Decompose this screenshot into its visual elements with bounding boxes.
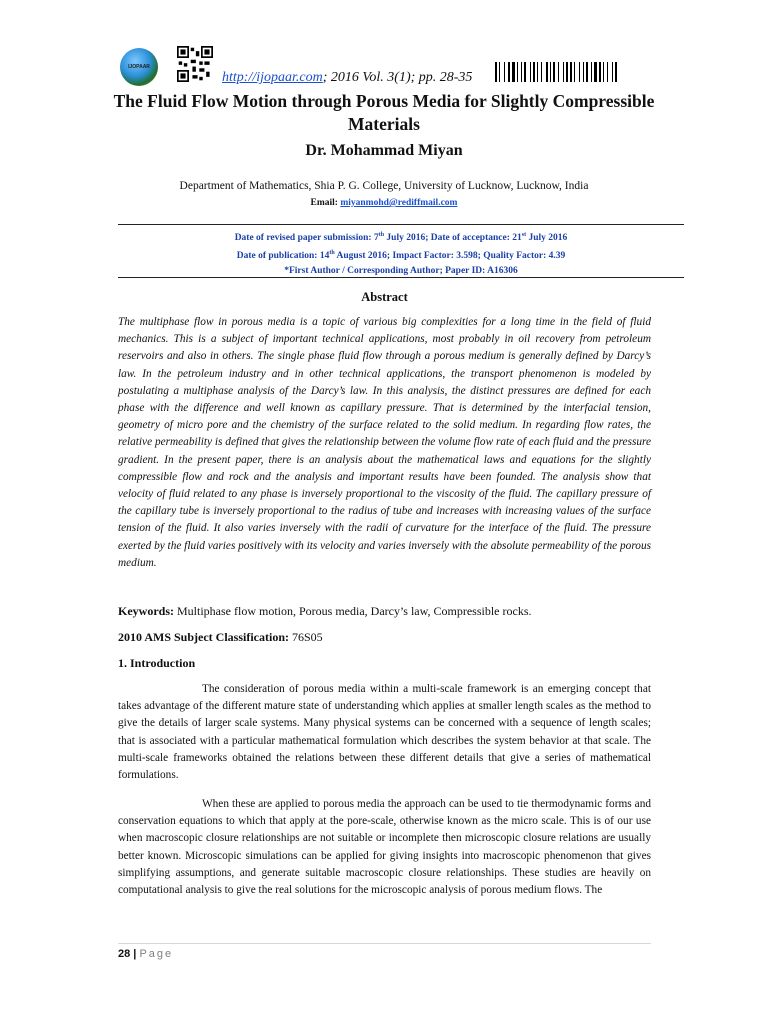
abstract-text: The multiphase flow in porous media is a topic of various big complexities for a long time in the field of fluid mechanics. This is a subject of important technical applications, most probably in oil recovery from petroleum reservoirs and also in others. The single phase fluid flow through a porous medium is generally defined by Darcy’s law. In the petroleum industry and in other technical applications, the transport phenomenon is modeled by postulating a multiphase analysis of the Darcy’s law. In this analysis, the distinct pressures are defined for each phase with the difference and well known as capillary pressure. That is determined by the interfacial tension, geometry of micro pore and the chemistry of the surface related to the solid medium. In regarding flow rates, the relative permeability is defined that gives the relationship between the volume flow rate of each fluid and the pressure gradient. In the present paper, there is an analysis about the mathematical laws and equations for the slightly compressible flow and rock and the analysis and important results have been founded. The analysis show that velocity of fluid related to any phase is inversely proportional to the viscosity of the fluid. The capillary pressure of the capillary tube is inversely proportional to the radius of tube and increases with increasing values of the surface tension of the fluid. It also varies inversely with the radii of curvature for the interface of the fluid. The pressure exerted by the fluid varies positively with its velocity and varies inversely with the absolute permeability of the porous medium. [118, 316, 651, 569]
author-email [80, 198, 688, 208]
author-affiliation: Department of Mathematics, Shia P. G. College, University of Lucknow, Lucknow, India [179, 180, 589, 192]
email-link[interactable]: miyanmohd@rediffmail.com [340, 198, 458, 208]
publication-dates [118, 228, 684, 279]
dates-line-1: Date of revised paper submission: 7th July 2016; Date of acceptance: 21st July 2016 [234, 232, 568, 244]
journal-volume-info: ; 2016 Vol. 3(1); pp. 28-35 [322, 70, 473, 85]
footer-separator: | [130, 948, 140, 960]
author-name: Dr. Mohammad Miyan [305, 142, 463, 159]
footer-divider [118, 943, 651, 944]
dates-line-2: Date of publication: 14th August 2016; Impact Factor: 3.598; Quality Factor: 4.39 [236, 250, 566, 262]
keywords [118, 604, 678, 619]
journal-link[interactable]: http://ijopaar.com [222, 70, 323, 85]
ams-code: 76S05 [289, 630, 323, 644]
journal-logo-text: IJOPAAR [128, 64, 150, 70]
paper-title: The Fluid Flow Motion through Porous Media for Slightly Compressible Materials [113, 91, 655, 134]
ams-classification [118, 630, 678, 645]
journal-citation [222, 70, 472, 86]
barcode-icon [495, 62, 645, 88]
bottom-divider [118, 277, 684, 278]
section-heading-introduction: 1. Introduction [118, 656, 196, 670]
abstract-heading: Abstract [361, 290, 408, 304]
page-footer [118, 948, 173, 960]
ams-label: 2010 AMS Subject Classification: [118, 630, 289, 644]
page-number: 28 [118, 948, 131, 960]
journal-header [120, 44, 660, 92]
keywords-text: Multiphase flow motion, Porous media, Darcy’s law, Compressible rocks. [174, 604, 532, 618]
qr-code-icon [177, 46, 213, 82]
email-label: Email: [310, 198, 338, 208]
page-label: Page [139, 948, 174, 960]
dates-line-3: *First Author / Corresponding Author; Paper ID: A16306 [284, 266, 518, 277]
intro-paragraph-2: When these are applied to porous media the approach can be used to tie thermodynamic forms and conservation equations to which that apply at the pore-scale, otherwise known as the micro scale. This is of our use when macroscopic closure relationships are not suitable or incomplete then microscopic closure relations are usually better known. Microscopic simulations can be applied for giving insights into macroscopic phenomenon that gives simplifying assumptions, and generate suitable macroscopic closure relationships. These studies are heavily on computational analysis to give the real solutions for the microscopic analysis of porous medium flows. The [118, 798, 651, 897]
top-divider [118, 224, 684, 225]
keywords-label: Keywords: [118, 604, 174, 618]
intro-paragraph-1: The consideration of porous media within a multi-scale framework is an emerging concept that takes advantage of the different mature state of understanding which applies at smaller length scales as the method to give the details of larger scale systems. Many physical systems can be concerned with a sequence of length scales; that is associated with a particular mathematical formulation which describes the system behavior at that scale. The multi-scale frameworks obtained the relations between these different details that give a series of mathematical formulations. [118, 683, 651, 782]
